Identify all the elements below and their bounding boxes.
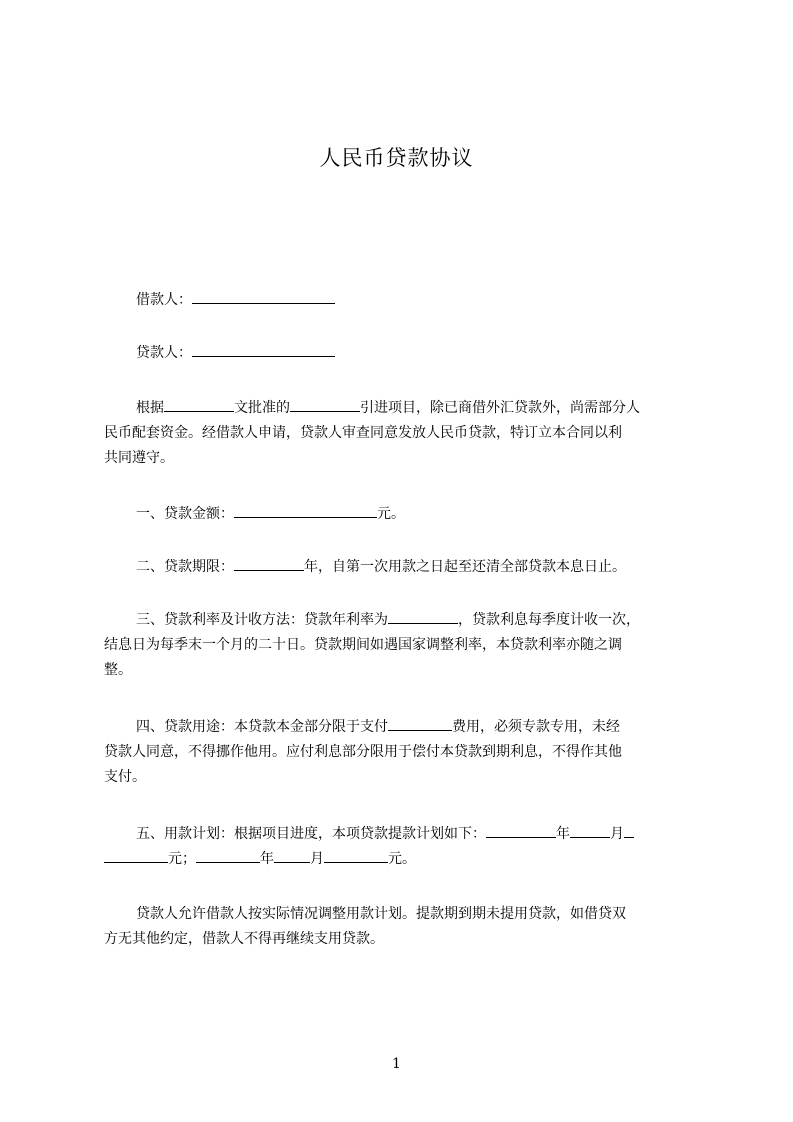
clause-4-suffix: 费用，必须专款专用，未经	[452, 719, 620, 735]
page-number: 1	[392, 1056, 401, 1072]
clause-4	[104, 715, 700, 790]
clause-4-line-1	[104, 715, 700, 740]
clause-5-year2: 年	[260, 851, 274, 867]
clause-3	[104, 608, 700, 683]
clause-5-blank-month2	[274, 848, 310, 863]
closing-line-1: 贷款人允许借款人按实际情况调整用款计划。提款期到期未提用贷款，如借贷双	[136, 906, 626, 922]
clause-5-blank-year2	[196, 848, 260, 863]
intro-line-3: 共同遵守。	[104, 450, 174, 466]
clause-5-yuan: 元；	[168, 851, 196, 867]
intro-blank-1	[164, 397, 234, 412]
borrower-label: 借款人：	[136, 292, 192, 308]
intro-blank-2	[290, 397, 360, 412]
lender-label: 贷款人：	[136, 345, 192, 361]
clause-5-label: 五、用款计划：根据项目进度，本项贷款提款计划如下：	[136, 826, 486, 842]
borrower-line	[104, 288, 732, 313]
clause-4-label: 四、贷款用途：本贷款本金部分限于支付	[136, 719, 388, 735]
document-title: 人民币贷款协议	[319, 146, 474, 170]
clause-5-month2: 月	[310, 851, 324, 867]
clause-1-suffix: 元。	[377, 506, 405, 522]
clause-2	[104, 555, 732, 580]
clause-2-label: 二、贷款期限：	[136, 559, 234, 575]
clause-5-blank-amount	[104, 848, 168, 863]
closing-line-2: 方无其他约定，借款人不得再继续支用贷款。	[104, 931, 384, 947]
intro-text-2: 文批准的	[234, 400, 290, 416]
clause-5	[104, 822, 700, 872]
clause-3-blank	[388, 609, 458, 624]
clause-3-suffix: ，贷款利息每季度计收一次，	[458, 612, 640, 628]
clause-5-line-1	[104, 822, 700, 847]
intro-line-1	[104, 396, 700, 421]
clause-5-blank-month	[570, 823, 610, 838]
clause-4-blank	[388, 716, 452, 731]
clause-2-blank	[234, 556, 304, 571]
clause-2-suffix: 年，自第一次用款之日起至还清全部贷款本息日止。	[304, 559, 626, 575]
clause-3-label: 三、贷款利率及计收方法：贷款年利率为	[136, 612, 388, 628]
clause-3-line-3: 整。	[104, 662, 132, 678]
clause-1-label: 一、贷款金额：	[136, 506, 234, 522]
clause-5-year: 年	[556, 826, 570, 842]
clause-1-blank	[234, 503, 377, 518]
closing-paragraph	[104, 902, 700, 952]
clause-5-blank-amount2	[324, 848, 388, 863]
intro-text-3: 引进项目，除已商借外汇贷款外，尚需部分人	[360, 400, 640, 416]
clause-3-line-1	[104, 608, 700, 633]
lender-blank	[192, 342, 335, 357]
borrower-blank	[192, 289, 335, 304]
clause-5-blank-tail	[624, 823, 634, 838]
clause-4-line-3: 支付。	[104, 769, 146, 785]
clause-5-yuan2: 元。	[388, 851, 416, 867]
intro-line-2: 民币配套资金。经借款人申请，贷款人审查同意发放人民币贷款，特订立本合同以利	[104, 425, 622, 441]
clause-1	[104, 502, 732, 527]
lender-line	[104, 341, 732, 366]
intro-text-1: 根据	[136, 400, 164, 416]
clause-5-month: 月	[610, 826, 624, 842]
clause-4-line-2: 贷款人同意，不得挪作他用。应付利息部分限用于偿付本贷款到期利息，不得作其他	[104, 744, 622, 760]
clause-5-line-2	[104, 847, 700, 872]
intro-paragraph	[104, 396, 700, 471]
clause-3-line-2: 结息日为每季末一个月的二十日。贷款期间如遇国家调整利率，本贷款利率亦随之调	[104, 637, 622, 653]
clause-5-blank-year	[486, 823, 556, 838]
